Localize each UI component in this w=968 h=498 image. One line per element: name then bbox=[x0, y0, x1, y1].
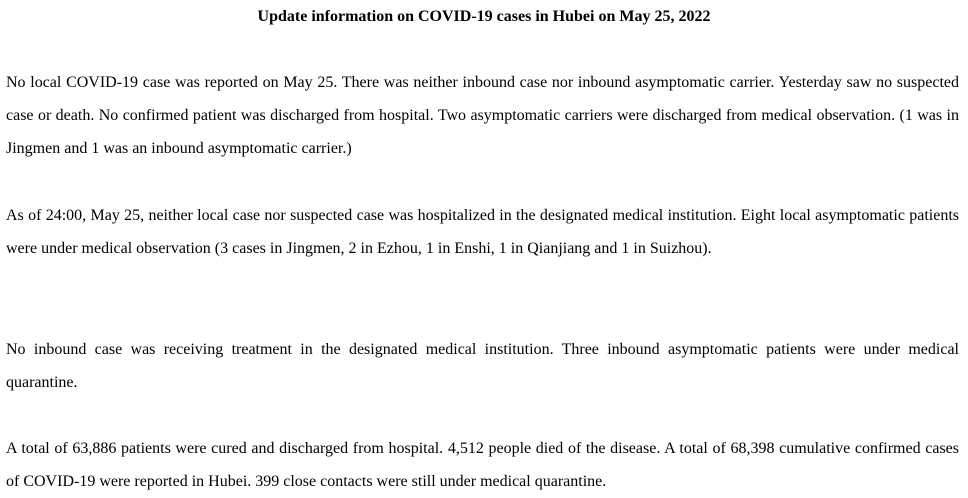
paragraph-hospitalization-status: As of 24:00, May 25, neither local case nor suspected case was hospitalized in the designated medical institution. Eight local asymptomatic patients were under medical observation (3 cases in Jingmen, 2 in Ezhou, 1 in Enshi, 1 in Qianjiang and 1 in Suizhou). bbox=[6, 207, 959, 257]
page-title: Update information on COVID-19 cases in Hubei on May 25, 2022 bbox=[257, 8, 711, 25]
paragraph-inbound-status: No inbound case was receiving treatment in the designated medical institution. Three inbound asymptomatic patients were under medical quarantine. bbox=[6, 341, 959, 391]
paragraph-cumulative-totals: A total of 63,886 patients were cured and discharged from hospital. 4,512 people died of the disease. A total of 68,398 cumulative confirmed cases of COVID-19 were reported in Hubei. 399 close contacts were still under medical quarantine. bbox=[6, 440, 959, 490]
paragraph-daily-report: No local COVID-19 case was reported on May 25. There was neither inbound case nor inbound asymptomatic carrier. Yesterday saw no suspected case or death. No confirmed patient was discharged from hospital. Two asymptomatic carriers were discharged from medical observation. (1 was in Jingmen and 1 was an inbound asymptomatic carrier.) bbox=[6, 74, 959, 157]
